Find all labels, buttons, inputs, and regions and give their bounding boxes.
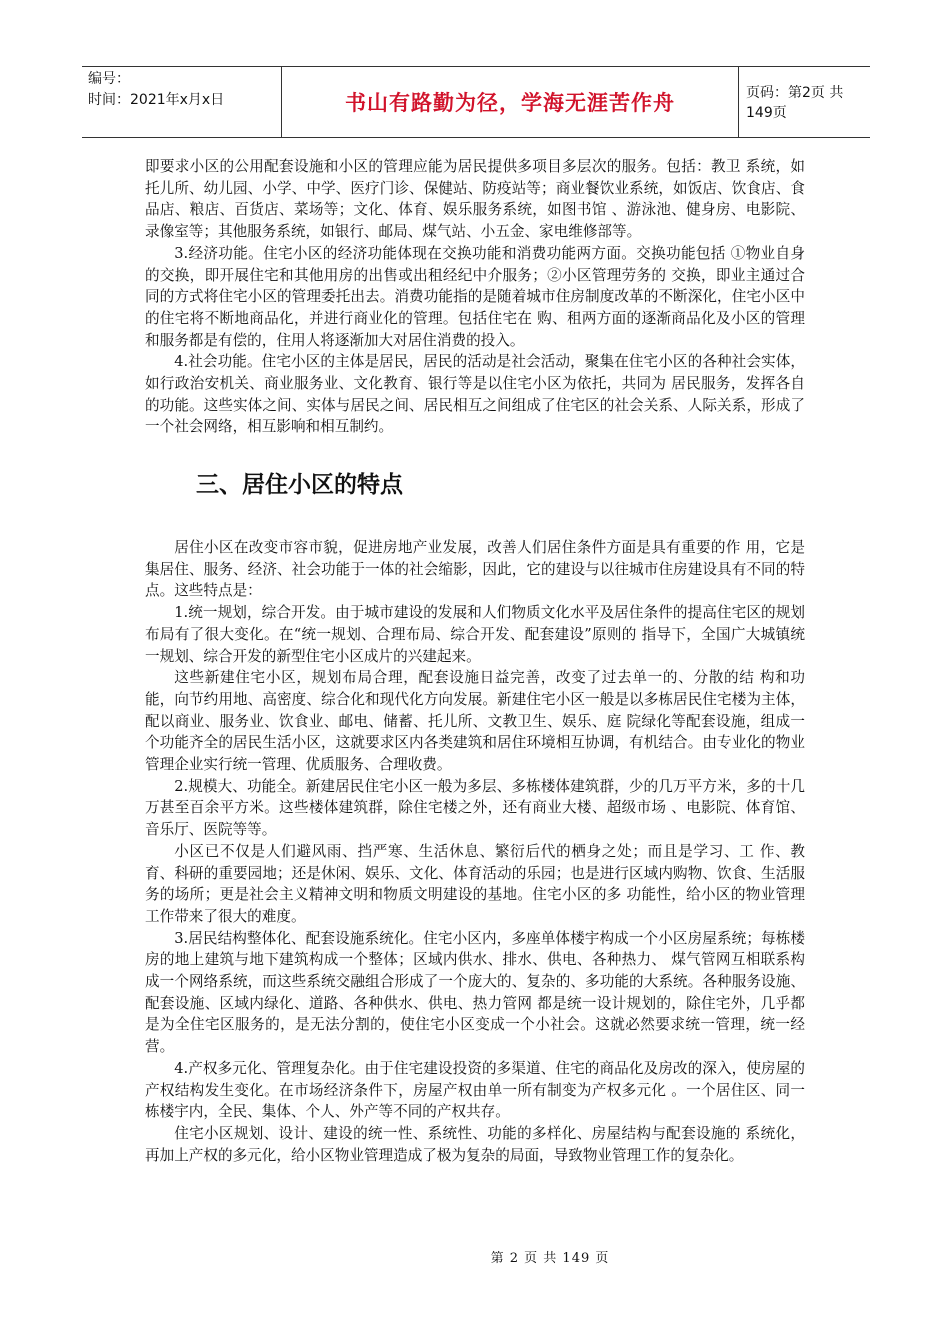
paragraph: 2.规模大、功能全。新建居民住宅小区一般为多层、多栋楼体建筑群，少的几万平方米，多的十几万甚至百余平方米。这些楼体建筑群，除住宅楼之外，还有商业大楼、超级市场 、电影院、体育馆、音乐厅、医院等等。 <box>145 777 805 839</box>
paragraph: 这些新建住宅小区，规划布局合理，配套设施日益完善，改变了过去单一的、分散的结 构和功能，向节约用地、高密度、综合化和现代化方向发展。新建住宅小区一般是以多栋居民住宅楼为主体，配以商业、服务业、饮食业、邮电、储蓄、托儿所、文教卫生、娱乐、庭 院绿化等配套设施，组成一个功能齐全的居民生活小区，这就要求区内各类建筑和居住环境相互协调，有机结合。由专业化的物业管理企业实行统一管理、优质服务、合理收费。 <box>145 669 805 774</box>
paragraph: 住宅小区规划、设计、建设的统一性、系统性、功能的多样化、房屋结构与配套设施的 系统化，再加上产权的多元化，给小区物业管理造成了极为复杂的局面，导致物业管理工作的复杂化。 <box>145 1124 805 1164</box>
paragraph: 小区已不仅是人们避风雨、挡严寒、生活休息、繁衍后代的栖身之处；而且是学习、工 作、教育、科研的重要园地；还是休闲、娱乐、文化、体育活动的乐园；也是进行区域内购物、饮食、生活服务的场所；更是社会主义精神文明和物质文明建设的基地。住宅小区的多 功能性，给小区的物业管理工作带来了很大的难度。 <box>145 842 805 925</box>
paragraph: 1.统一规划，综合开发。由于城市建设的发展和人们物质文化水平及居住条件的提高住宅区的规划布局有了很大变化。在“统一规划、合理布局、综合开发、配套建设”原则的 指导下，全国广大城镇统一规划、综合开发的新型住宅小区成片的兴建起来。 <box>145 604 805 665</box>
header-page-info: 页码：第2页 共149页 <box>746 85 844 121</box>
footer-page-number: 第 2 页 共 149 页 <box>490 1251 610 1266</box>
page-header <box>82 66 870 138</box>
section-2-body <box>145 537 805 1166</box>
date-label: 时间：2021年x月x日 <box>88 92 225 108</box>
paragraph: 4.产权多元化、管理复杂化。由于住宅建设投资的多渠道、住宅的商品化及房改的深入，使房屋的产权结构发生变化。在市场经济条件下，房屋产权由单一所有制变为产权多元化 。一个居住区、同一栋楼宇内，全民、集体、个人、外产等不同的产权共存。 <box>145 1059 805 1121</box>
page-footer <box>0 1247 950 1266</box>
header-meta <box>82 67 282 137</box>
header-motto-cell <box>282 67 739 137</box>
paragraph: 居住小区在改变市容市貌，促进房地产业发展，改善人们居住条件方面是具有重要的作 用，它是集居住、服务、经济、社会功能于一体的社会缩影，因此，它的建设与以往城市住房建设具有不同的特点。这些特点是： <box>145 539 805 600</box>
section-1-body <box>145 156 805 438</box>
paragraph: 3.经济功能。住宅小区的经济功能体现在交换功能和消费功能两方面。交换功能包括 ①物业自身的交换，即开展住宅和其他用房的出售或出租经纪中介服务；②小区管理劳务的 交换，即业主通过合同的方式将住宅小区的管理委托出去。消费功能指的是随着城市住房制度改革的不断深化，住宅小区中的住宅将不断地商品化，并进行商业化的管理。包括住宅在 购、租两方面的逐渐商品化及小区的管理和服务都是有偿的，住用人将逐渐加大对居住消费的投入。 <box>145 244 805 349</box>
paragraph: 3.居民结构整体化、配套设施系统化。住宅小区内，多座单体楼宇构成一个小区房屋系统；每栋楼房的地上建筑与地下建筑构成一个整体；区域内供水、排水、供电、各种热力、 煤气管网互相联系构成一个网络系统，而这些系统交融组合形成了一个庞大的、复杂的、多功能的大系统。各种服务设施、配套设施、区域内绿化、道路、各种供水、供电、热力管网 都是统一设计规划的，除住宅外，几乎都是为全住宅区服务的，是无法分割的，使住宅小区变成一个小社会。这就必然要求统一管理，统一经营。 <box>145 929 805 1056</box>
paragraph: 4.社会功能。住宅小区的主体是居民，居民的活动是社会活动，聚集在住宅小区的各种社会实体，如行政治安机关、商业服务业、文化教育、银行等是以住宅小区为依托，共同为 居民服务，发挥各自的功能。这些实体之间、实体与居民之间、居民相互之间组成了住宅区的社会关系、人际关系，形成了一个社会网络，相互影响和相互制约。 <box>145 353 805 436</box>
paragraph: 即要求小区的公用配套设施和小区的管理应能为居民提供多项目多层次的服务。包括：教卫 系统，如托儿所、幼儿园、小学、中学、医疗门诊、保健站、防疫站等；商业餐饮业系统，如饭店、饮食店、食品店、粮店、百货店、菜场等；文化、体育、娱乐服务系统，如图书馆 、游泳池、健身房、电影院、录像室等；其他服务系统，如银行、邮局、煤气站、小五金、家电维修部等。 <box>145 158 805 241</box>
serial-label: 编号： <box>88 71 130 87</box>
header-motto: 书山有路勤为径，学海无涯苦作舟 <box>345 91 675 115</box>
section-heading: 三、居住小区的特点 <box>196 472 403 498</box>
